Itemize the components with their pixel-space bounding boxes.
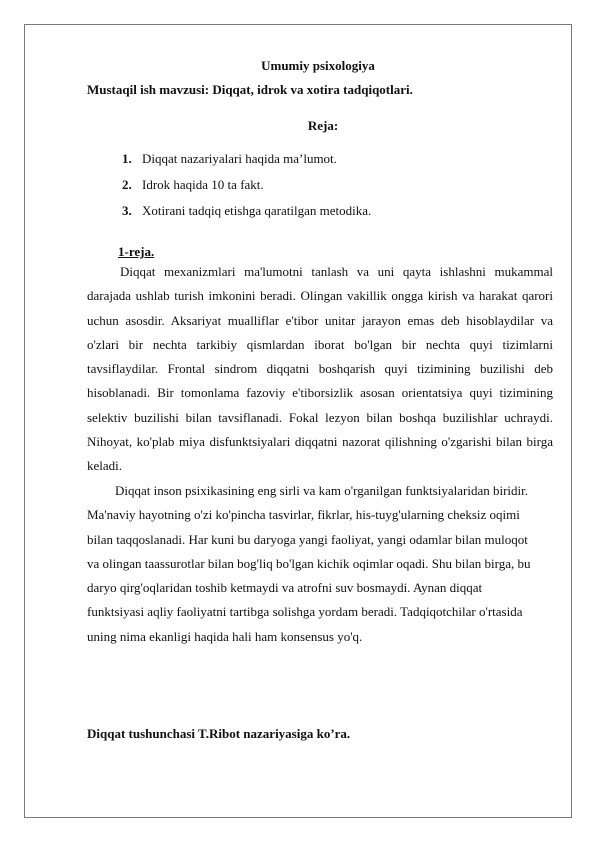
paragraph-attention-function: Diqqat inson psixikasining eng sirli va kam o'rganilgan funktsiyalaridan biridir. Ma'naviy hayotning o'zi ko'pincha tasvirlar, fikrlar, his-tuyg'ularning cheksiz oqimi bilan taqqoslanadi. Har kuni bu daryoga yangi faoliyat, yangi odamlar bilan muloqot va olingan taassurotlar bilan bog'liq bo'lgan kichik oqimlar oqadi. Shu bilan birga, bu daryo qirg'oqlaridan toshib ketmaydi va atrofni suv bosmaydi. Aynan diqqat funktsiyasi aqliy faoliyatni tartibga solishga yordam beradi. Tadqiqotchilar o'rtasida uning nima ekanligi haqida hali ham konsensus yo'q. bbox=[87, 483, 531, 644]
plan-item bbox=[122, 146, 371, 172]
plan-item bbox=[122, 198, 371, 224]
plan-item-text: Xotirani tadqiq etishga qaratilgan metodika. bbox=[142, 203, 372, 218]
plan-item bbox=[122, 172, 371, 198]
plan-item-text: Idrok haqida 10 ta fakt. bbox=[142, 177, 264, 192]
plan-item-text: Diqqat nazariyalari haqida ma’lumot. bbox=[142, 151, 337, 166]
assignment-topic: Mustaqil ish mavzusi: Diqqat, idrok va xotira tadqiqotlari. bbox=[87, 82, 413, 97]
paragraph-attention-mechanisms: Diqqat mexanizmlari ma'lumotni tanlash va uni qayta ishlashni mukammal darajada ushlab turish imkonini beradi. Olingan vakillik ongga kirish va harakat qarori uchun asosdir. Aksariyat mualliflar e'tibor unitar jarayon emas deb hisoblaydilar va o'zlari bir nechta tarkibiy qismlardan iborat bo'lgan bir nechta quyi tizimlarni tavsiflaydilar. Frontal sindrom diqqatni boshqarish quyi tizimining buzilishi deb hisoblanadi. Bir tomonlama fazoviy e'tiborsizlik asosan orientatsiya quyi tizimining selektiv buzilishi bilan tavsiflanadi. Fokal lezyon bilan boshqa buzilishlar uchraydi. Nihoyat, ko'plab miya disfunktsiyalari diqqatni nazorat qilishning o'zgarishi bilan birga keladi. bbox=[87, 264, 553, 474]
plan-item-number: 2. bbox=[122, 177, 132, 192]
section-heading-ribot: Diqqat tushunchasi T.Ribot nazariyasiga ko’ra. bbox=[87, 726, 351, 741]
section-1-heading: 1-reja. bbox=[118, 244, 155, 259]
plan-list bbox=[122, 146, 371, 224]
course-title: Umumiy psixologiya bbox=[261, 58, 375, 73]
plan-item-number: 1. bbox=[122, 151, 132, 166]
plan-heading: Reja: bbox=[307, 118, 339, 133]
plan-item-number: 3. bbox=[122, 203, 132, 218]
